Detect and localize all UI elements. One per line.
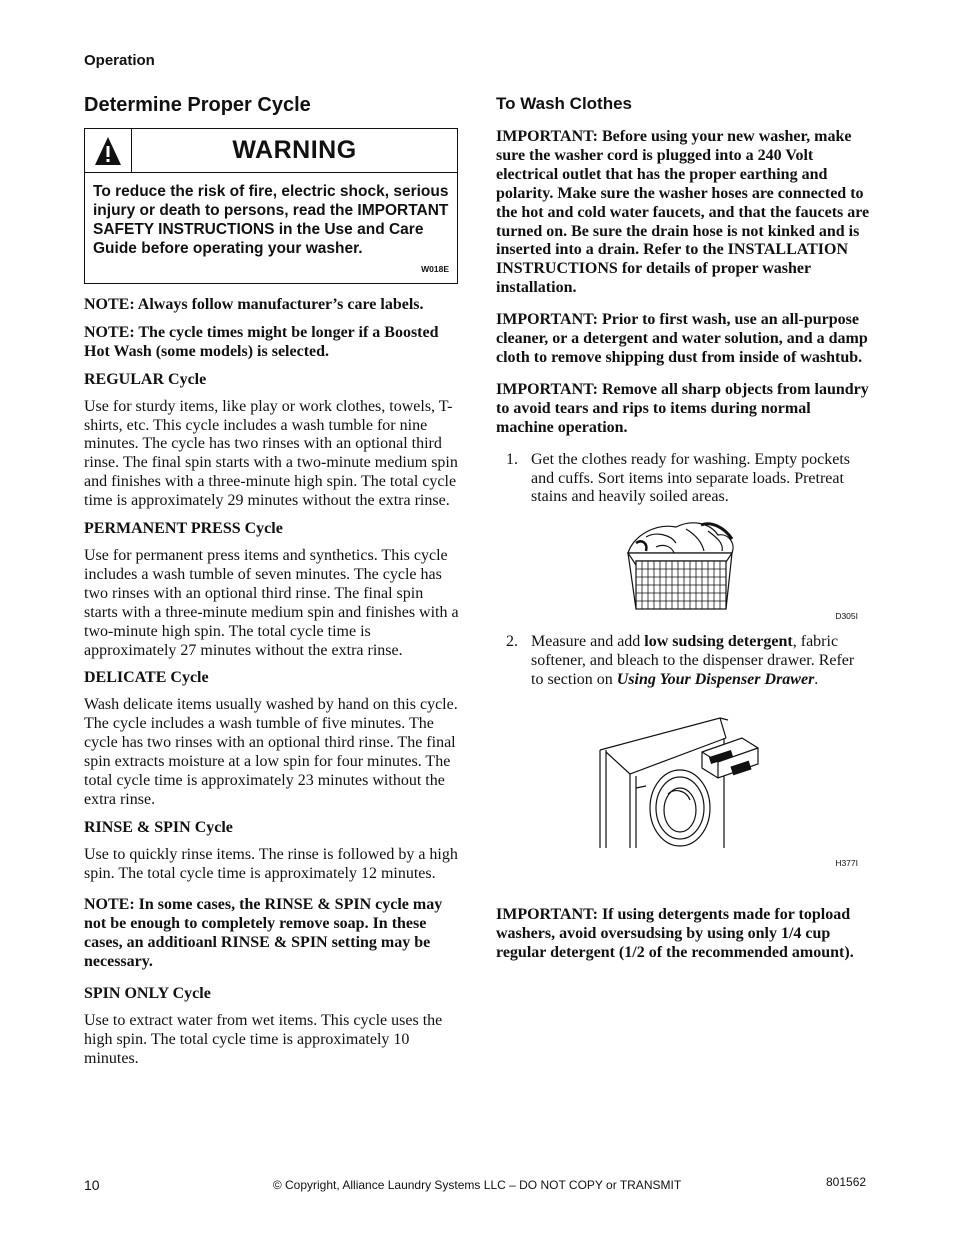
running-header: Operation: [84, 52, 155, 69]
figure-washer-dispenser: [496, 690, 870, 886]
step-1: [496, 451, 870, 508]
step-2: [496, 633, 870, 690]
washer-dispenser-drawer-icon: [496, 708, 870, 858]
warning-code: W018E: [421, 264, 449, 274]
warning-text: To reduce the risk of fire, electric shock, serious injury or death to persons, read the IMPORTANT SAFETY INSTRUCTIONS in the Use and Care Guide before operating your washer.: [93, 183, 449, 257]
step-text: Get the clothes ready for washing. Empty pockets and cuffs. Sort items into separate loads. Pretreat stains and heavily soiled areas.: [531, 450, 851, 506]
warning-title: WARNING: [232, 136, 357, 164]
figure-code: H377I: [835, 858, 858, 869]
warning-header: [85, 129, 457, 173]
note-care-labels: NOTE: Always follow manufacturer’s care labels.: [84, 296, 424, 313]
warning-triangle-icon: [85, 129, 132, 172]
step-text: Measure and add low sudsing detergent, fabric softener, and bleach to the dispenser drawer. Refer to section on Using Your Dispenser Drawer.: [531, 633, 855, 689]
copyright-notice: © Copyright, Alliance Laundry Systems LLC – DO NOT COPY or TRANSMIT: [272, 1178, 682, 1192]
laundry-basket-icon: [496, 513, 870, 623]
cycle-heading-rinse-spin: RINSE & SPIN Cycle: [84, 818, 233, 836]
note-rinse-spin: NOTE: In some cases, the RINSE & SPIN cycle may not be enough to completely remove soap. In these cases, an additioanl RINSE & SPIN setting may be necessary.: [84, 896, 443, 971]
cycle-text-rinse-spin: Use to quickly rinse items. The rinse is followed by a high spin. The total cycle time is approximately 12 minutes.: [84, 845, 458, 882]
figure-code: D305I: [835, 611, 858, 622]
section-title-cycle: Determine Proper Cycle: [84, 94, 311, 116]
important-topload-detergent: IMPORTANT: If using detergents made for topload washers, avoid oversudsing by using only 1/4 cup regular detergent (1/2 of the recommended amount).: [496, 906, 854, 961]
figure-laundry-basket: [496, 507, 870, 625]
cycle-heading-spin-only: SPIN ONLY Cycle: [84, 985, 211, 1003]
warning-text-block: [85, 173, 457, 283]
cycle-text-permanent-press: Use for permanent press items and synthetics. This cycle includes a wash tumble of seven minutes. The cycle has two rinses with an optional third rinse. The final spin starts with a three-minute medium spin and finishes with a two-minute high spin. The total cycle time is approximately 27 minutes without the extra rinse.: [84, 546, 459, 659]
note-cycle-times: NOTE: The cycle times might be longer if a Boosted Hot Wash (some models) is selected.: [84, 323, 439, 360]
cycle-text-delicate: Wash delicate items usually washed by hand on this cycle. The cycle includes a wash tumble of five minutes. The cycle has two rinses with an optional third rinse. The final spin extracts moisture at a low spin for four minutes. The total cycle time is approximately 23 minutes without the extra rinse.: [84, 696, 458, 808]
important-installation: IMPORTANT: Before using your new washer, make sure the washer cord is plugged into a 240 Volt electrical outlet that has the proper earthing and polarity. Make sure the washer hoses are connected to the hot and cold water faucets, and that the faucets are turned on. Be sure the drain hose is not kinked and is inserted into a drain. Refer to the INSTALLATION INSTRUCTIONS for details of proper washer installation.: [496, 128, 870, 297]
section-title-wash: To Wash Clothes: [496, 94, 632, 113]
cycle-text-spin-only: Use to extract water from wet items. This cycle uses the high spin. The total cycle time is approximately 10 minutes.: [84, 1012, 443, 1067]
important-sharp-objects: IMPORTANT: Remove all sharp objects from laundry to avoid tears and rips to items during normal machine operation.: [496, 380, 869, 436]
cycle-text-regular: Use for sturdy items, like play or work clothes, towels, T-shirts, etc. This cycle includes a wash tumble for nine minutes. The cycle has two rinses with an optional third rinse. The final spin starts with a two-minute medium spin and finishes with a three-minute high spin. The total cycle time is approximately 29 minutes without the extra rinse.: [84, 397, 458, 510]
step-number: 2.: [506, 633, 518, 651]
warning-box: [84, 128, 458, 284]
important-first-wash: IMPORTANT: Prior to first wash, use an all-purpose cleaner, or a detergent and water solution, and a damp cloth to remove shipping dust from inside of washtub.: [496, 311, 868, 366]
cycle-heading-delicate: DELICATE Cycle: [84, 669, 209, 687]
left-column: [84, 92, 460, 1078]
document-number: 801562: [826, 1175, 867, 1189]
cycle-heading-regular: REGULAR Cycle: [84, 370, 207, 388]
cycle-heading-permanent-press: PERMANENT PRESS Cycle: [84, 520, 283, 538]
step-number: 1.: [506, 450, 518, 468]
right-column: [496, 92, 870, 972]
page-number: 10: [84, 1177, 100, 1193]
